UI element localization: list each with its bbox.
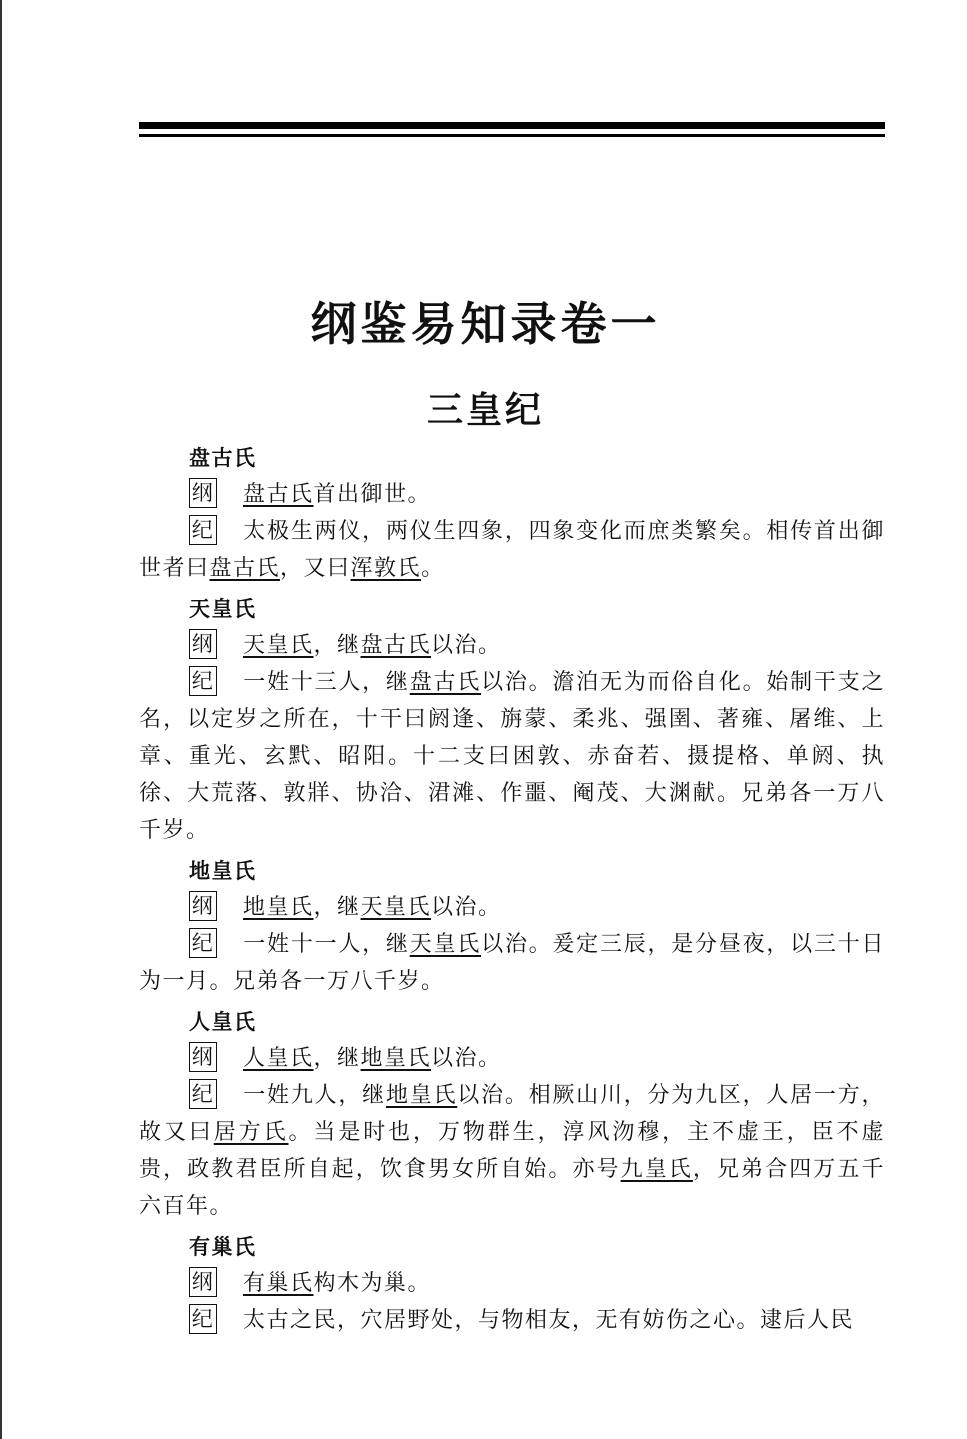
- header-rule-thin: [139, 134, 885, 137]
- section: [139, 1000, 885, 1225]
- name-underlined: 盘古氏: [409, 670, 482, 695]
- record-entry: [139, 664, 885, 849]
- name-underlined: 天皇氏: [243, 633, 314, 658]
- name-underlined: 盘古氏: [209, 556, 281, 581]
- outline-tag: 纲: [189, 891, 217, 921]
- volume-title: 纲鉴易知录卷一: [310, 297, 661, 351]
- section-heading: 盘古氏: [189, 446, 257, 470]
- entry-text: 。: [421, 556, 445, 581]
- entry-text: 一姓十三人，继: [243, 670, 410, 695]
- name-underlined: 有巢氏: [243, 1271, 314, 1296]
- entry-text: 一姓九人，继: [243, 1083, 386, 1108]
- name-underlined: 天皇氏: [409, 932, 482, 957]
- record-tag: 纪: [189, 666, 217, 696]
- outline-entry: [139, 1040, 885, 1077]
- name-underlined: 地皇氏: [385, 1083, 458, 1108]
- name-underlined: 人皇氏: [243, 1046, 314, 1071]
- record-tag: 纪: [189, 1304, 217, 1334]
- name-underlined: 九皇氏: [620, 1157, 693, 1182]
- entry-text: 太古之民，穴居野处，与物相友，无有妨伤之心。逮后人民: [243, 1308, 855, 1333]
- name-underlined: 浑敦氏: [350, 556, 422, 581]
- entry-text: ，又曰: [280, 556, 351, 581]
- record-tag: 纪: [189, 515, 217, 545]
- entry-text: 以治。: [431, 895, 502, 920]
- entry-text: ，继: [313, 1046, 361, 1071]
- outline-entry: [139, 476, 885, 513]
- record-tag: 纪: [189, 1079, 217, 1109]
- entry-text: 一姓十一人，继: [243, 932, 410, 957]
- outline-tag: 纲: [189, 1042, 217, 1072]
- section: [139, 1225, 885, 1339]
- entry-text: 以治。: [431, 633, 502, 658]
- entry-text: 构木为巢。: [313, 1271, 432, 1296]
- name-underlined: 居方氏: [213, 1120, 289, 1145]
- record-entry: [139, 513, 885, 587]
- entry-text: 。当是时也，万物群生，淳风沕穆，主不虚王，臣不虚贵，政教君臣所自起，饮食男女所自始。亦号: [139, 1120, 885, 1182]
- entry-text: ，兄弟合四万五千六百年。: [139, 1157, 885, 1219]
- entry-text: ，继: [313, 633, 361, 658]
- chapter-subtitle: 三皇纪: [426, 390, 544, 431]
- record-entry: [139, 926, 885, 1000]
- header-rule-thick: [139, 122, 885, 129]
- outline-tag: 纲: [189, 629, 217, 659]
- section-heading: 地皇氏: [189, 859, 257, 883]
- name-underlined: 盘古氏: [360, 633, 432, 658]
- entry-text: 以治。: [431, 1046, 502, 1071]
- name-underlined: 盘古氏: [243, 482, 314, 507]
- outline-tag: 纲: [189, 1267, 217, 1297]
- outline-entry: [139, 1265, 885, 1302]
- section-heading: 有巢氏: [189, 1235, 257, 1259]
- section: [139, 849, 885, 1000]
- entry-text: 太极生两仪，两仪生四象，四象变化而庶类繁矣。相传首出御世者曰: [139, 519, 885, 581]
- section-heading: 天皇氏: [189, 597, 257, 621]
- outline-entry: [139, 889, 885, 926]
- section: [139, 436, 885, 587]
- entry-text: 以治。澹泊无为而俗自化。始制干支之名，以定岁之所在，十干曰阏逢、旃蒙、柔兆、强圉、著雍、屠维、上章、重光、玄黓、昭阳。十二支曰困敦、赤奋若、摄提格、单阏、执徐、大荒落、敦牂、协洽、涒滩、作噩、阉茂、大渊献。兄弟各一万八千岁。: [139, 670, 885, 843]
- entry-text: ，继: [313, 895, 361, 920]
- record-tag: 纪: [189, 928, 217, 958]
- entry-text: 首出御世。: [313, 482, 432, 507]
- record-entry: [139, 1077, 885, 1225]
- page-body: [139, 436, 885, 1339]
- name-underlined: 地皇氏: [243, 895, 314, 920]
- name-underlined: 天皇氏: [360, 895, 432, 920]
- section: [139, 587, 885, 849]
- name-underlined: 地皇氏: [360, 1046, 432, 1071]
- entry-text: 以治。爰定三辰，是分昼夜，以三十日为一月。兄弟各一万八千岁。: [139, 932, 885, 994]
- record-entry: [139, 1302, 885, 1339]
- entry-text: 以治。相厥山川，分为九区，人居一方，故又曰: [139, 1083, 885, 1145]
- outline-entry: [139, 627, 885, 664]
- section-heading: 人皇氏: [189, 1010, 257, 1034]
- outline-tag: 纲: [189, 478, 217, 508]
